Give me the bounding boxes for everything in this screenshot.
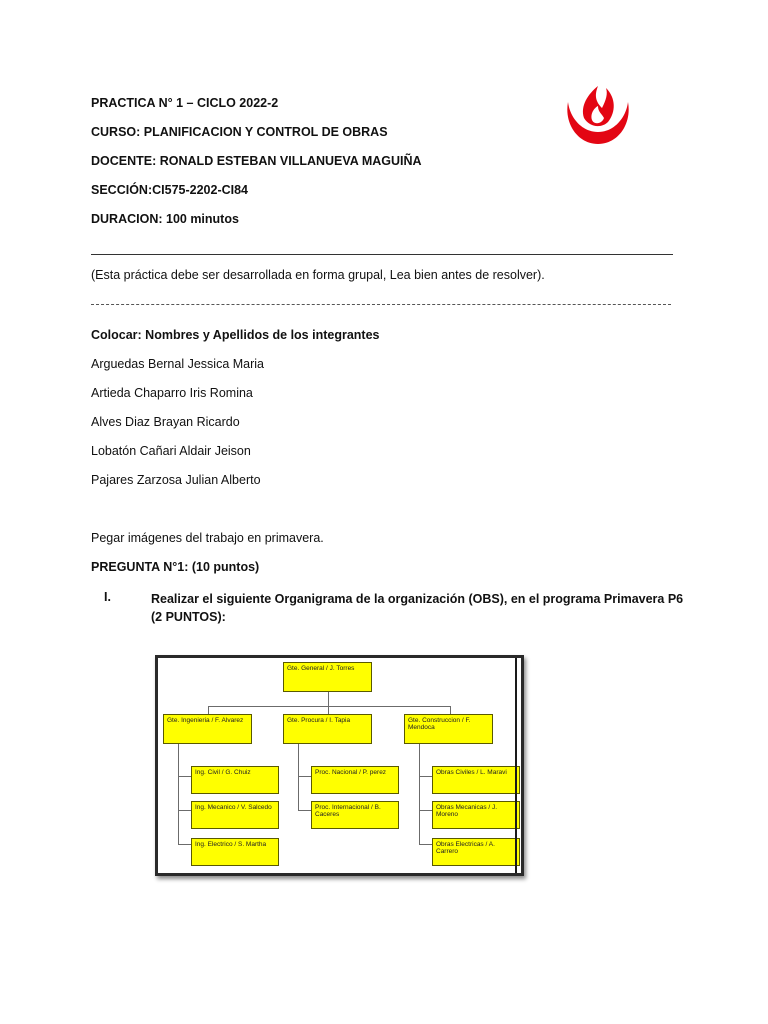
connector [178,744,179,845]
connector [419,810,432,811]
connector [328,692,329,706]
org-node-child: Ing. Electrico / S. Martha [191,838,279,866]
org-node-child: Obras Electricas / A. Carrero [432,838,520,866]
connector [298,810,311,811]
org-node-branch: Gte. Ingenieria / F. Alvarez [163,714,252,744]
org-chart-image [155,655,524,876]
connector [208,706,209,714]
connector [298,744,299,811]
org-node-root: Gte. General / J. Torres [283,662,372,692]
connector [178,810,191,811]
member-name: Arguedas Bernal Jessica Maria [91,357,264,371]
paste-note: Pegar imágenes del trabajo en primavera. [91,531,324,545]
member-name: Pajares Zarzosa Julian Alberto [91,473,261,487]
connector [298,776,311,777]
org-node-child: Ing. Civil / G. Chuiz [191,766,279,794]
connector [450,706,451,714]
practice-title: PRACTICA N° 1 – CICLO 2022-2 [91,96,279,110]
upc-flame-logo-icon [562,80,634,148]
org-node-branch: Gte. Construccion / F. Mendoca [404,714,493,744]
member-name: Artieda Chaparro Iris Romina [91,386,253,400]
org-node-child: Proc. Internacional / B. Caceres [311,801,399,829]
question-title: PREGUNTA N°1: (10 puntos) [91,560,260,574]
members-title: Colocar: Nombres y Apellidos de los integrantes [91,328,380,342]
connector [419,776,432,777]
instructions-text: (Esta práctica debe ser desarrollada en forma grupal, Lea bien antes de resolver). [91,268,545,282]
connector [328,706,329,714]
solid-divider [91,254,673,255]
org-node-branch: Gte. Procura / I. Tapia [283,714,372,744]
connector [178,844,191,845]
question-item-number: I. [104,590,111,604]
dashed-divider [91,304,671,305]
org-node-child: Obras Mecanicas / J. Moreno [432,801,520,829]
section-code: SECCIÓN:CI575-2202-CI84 [91,183,249,197]
teacher-name: DOCENTE: RONALD ESTEBAN VILLANUEVA MAGUIÑA [91,154,422,168]
course-name: CURSO: PLANIFICACION Y CONTROL DE OBRAS [91,125,388,139]
member-name: Alves Diaz Brayan Ricardo [91,415,240,429]
org-node-child: Proc. Nacional / P. perez [311,766,399,794]
member-name: Lobatón Cañari Aldair Jeison [91,444,251,458]
connector [178,776,191,777]
connector [419,744,420,845]
connector [208,706,450,707]
org-node-child: Ing. Mecanico / V. Salcedo [191,801,279,829]
org-node-child: Obras Civiles / L. Maravi [432,766,520,794]
question-item-text: Realizar el siguiente Organigrama de la organización (OBS), en el programa Primavera P6 (2 PUNTOS): [151,592,684,624]
duration: DURACION: 100 minutos [91,212,239,226]
connector [419,844,432,845]
